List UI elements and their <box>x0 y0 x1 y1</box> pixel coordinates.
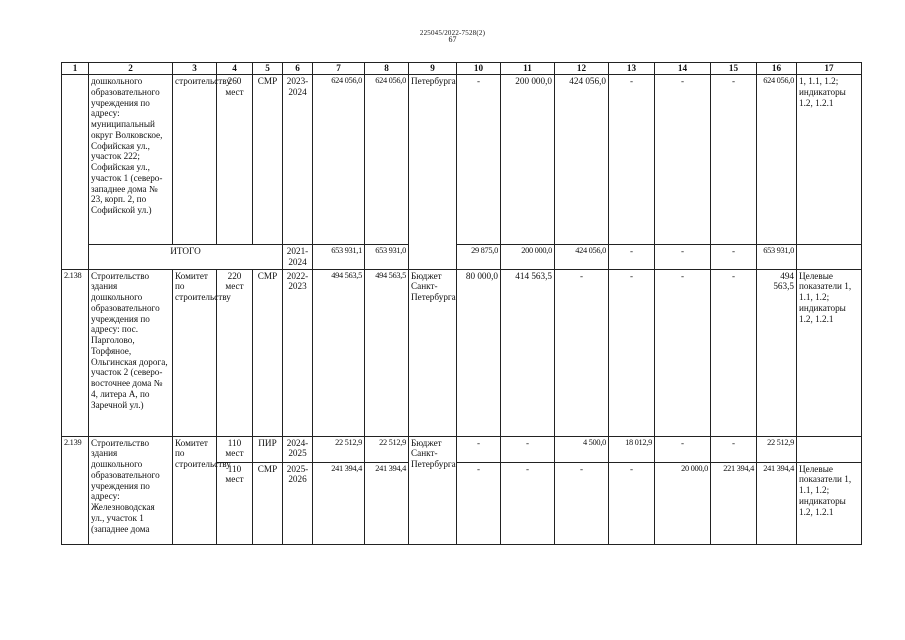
year-value-cell: 624 056,0 <box>757 75 797 245</box>
year-value-cell: - <box>457 436 501 462</box>
year-value-cell: 494 563,5 <box>757 269 797 436</box>
year-value-cell: 22 512,9 <box>757 436 797 462</box>
year-value-cell: - <box>555 462 609 544</box>
remaining-cost-cell: 653 931,0 <box>365 245 409 270</box>
program-table <box>61 62 862 545</box>
row-number-cell: 2.138 <box>62 269 89 436</box>
year-value-cell: - <box>711 436 757 462</box>
year-value-cell: 4 500,0 <box>555 436 609 462</box>
work-type-cell: СМР <box>253 462 283 544</box>
years-cell: 2025-2026 <box>283 462 313 544</box>
table-row-total <box>62 245 862 270</box>
work-type-cell: СМР <box>253 75 283 245</box>
col-header: 7 <box>313 63 365 75</box>
year-value-cell: - <box>555 269 609 436</box>
year-value-cell: - <box>655 75 711 245</box>
remaining-cost-cell: 22 512,9 <box>365 436 409 462</box>
year-value-cell: 241 394,4 <box>757 462 797 544</box>
row-number-cell: 2.139 <box>62 436 89 544</box>
year-value-cell: - <box>609 75 655 245</box>
year-value-cell: - <box>655 245 711 270</box>
row-number-cell <box>62 75 89 270</box>
col-header: 2 <box>89 63 173 75</box>
col-header: 12 <box>555 63 609 75</box>
year-value-cell: 653 931,0 <box>757 245 797 270</box>
year-value-cell: 221 394,4 <box>711 462 757 544</box>
col-header: 15 <box>711 63 757 75</box>
col-header: 9 <box>409 63 457 75</box>
col-header: 17 <box>797 63 862 75</box>
executor-cell: Комитет по строительству <box>173 269 217 436</box>
year-value-cell: - <box>609 245 655 270</box>
years-cell: 2021-2024 <box>283 245 313 270</box>
capacity-cell: 110 мест <box>217 462 253 544</box>
table-row <box>62 269 862 436</box>
capacity-cell: 220 мест <box>217 269 253 436</box>
capacity-cell: 110 мест <box>217 436 253 462</box>
year-value-cell: - <box>457 462 501 544</box>
year-value-cell: - <box>655 269 711 436</box>
year-value-cell: - <box>711 75 757 245</box>
year-value-cell: - <box>501 436 555 462</box>
year-value-cell: 29 875,0 <box>457 245 501 270</box>
document-id: 225045/2022-7528(2) <box>419 29 486 37</box>
source-cell: Бюджет Санкт-Петербурга <box>409 436 457 544</box>
year-value-cell: - <box>655 436 711 462</box>
object-cell: дошкольного образовательного учреждения по адресу: муниципальный округ Волковское, Софийская ул., участок 222; Софийская ул., участок 1 (северо-западнее дома № 23, корп. 2, по Софийской ул.) <box>89 75 173 245</box>
object-cell: Строительство здания дошкольного образовательного учреждения по адресу: Железноводская ул., участок 1 (западнее дома <box>89 436 173 544</box>
col-header: 14 <box>655 63 711 75</box>
capacity-cell: 260 мест <box>217 75 253 245</box>
year-value-cell: 200 000,0 <box>501 245 555 270</box>
executor-cell: строительству <box>173 75 217 245</box>
col-header: 11 <box>501 63 555 75</box>
remaining-cost-cell: 624 056,0 <box>365 75 409 245</box>
year-value-cell: - <box>609 269 655 436</box>
year-value-cell: 80 000,0 <box>457 269 501 436</box>
indicators-cell: Целевые показатели 1, 1.1, 1.2; индикаторы 1.2, 1.2.1 <box>797 269 862 436</box>
object-cell: Строительство здания дошкольного образовательного учреждения по адресу: пос. Парголово, Торфяное, Ольгинская дорога, участок 2 (северо-восточнее дома № 4, литера А, по Заречной ул.) <box>89 269 173 436</box>
year-value-cell: - <box>501 462 555 544</box>
table-row-continuation <box>62 75 862 245</box>
year-value-cell: - <box>609 462 655 544</box>
column-number-row <box>62 63 862 75</box>
years-cell: 2024-2025 <box>283 436 313 462</box>
total-cost-cell: 22 512,9 <box>313 436 365 462</box>
total-label: ИТОГО <box>89 245 283 270</box>
col-header: 10 <box>457 63 501 75</box>
page-number: 67 <box>448 35 457 44</box>
col-header: 16 <box>757 63 797 75</box>
col-header: 6 <box>283 63 313 75</box>
year-value-cell: - <box>457 75 501 245</box>
year-value-cell: 20 000,0 <box>655 462 711 544</box>
col-header: 4 <box>217 63 253 75</box>
total-cost-cell: 241 394,4 <box>313 462 365 544</box>
work-type-cell: ПИР <box>253 436 283 462</box>
remaining-cost-cell: 241 394,4 <box>365 462 409 544</box>
year-value-cell: 424 056,0 <box>555 245 609 270</box>
col-header: 1 <box>62 63 89 75</box>
year-value-cell: 18 012,9 <box>609 436 655 462</box>
col-header: 3 <box>173 63 217 75</box>
source-cell: Петербурга <box>409 75 457 270</box>
year-value-cell: 200 000,0 <box>501 75 555 245</box>
indicators-cell: 1, 1.1, 1.2; индикаторы 1.2, 1.2.1 <box>797 75 862 245</box>
source-cell: Бюджет Санкт-Петербурга <box>409 269 457 436</box>
years-cell: 2023-2024 <box>283 75 313 245</box>
col-header: 8 <box>365 63 409 75</box>
year-value-cell: 424 056,0 <box>555 75 609 245</box>
col-header: 5 <box>253 63 283 75</box>
total-cost-cell: 653 931,1 <box>313 245 365 270</box>
indicators-cell <box>797 245 862 270</box>
work-type-cell: СМР <box>253 269 283 436</box>
years-cell: 2022-2023 <box>283 269 313 436</box>
total-cost-cell: 624 056,0 <box>313 75 365 245</box>
total-cost-cell: 494 563,5 <box>313 269 365 436</box>
year-value-cell: - <box>711 269 757 436</box>
executor-cell: Комитет по строительству <box>173 436 217 544</box>
table-row <box>62 436 862 462</box>
remaining-cost-cell: 494 563,5 <box>365 269 409 436</box>
year-value-cell: 414 563,5 <box>501 269 555 436</box>
indicators-cell <box>797 436 862 462</box>
indicators-cell: Целевые показатели 1, 1.1, 1.2; индикаторы 1.2, 1.2.1 <box>797 462 862 544</box>
col-header: 13 <box>609 63 655 75</box>
year-value-cell: - <box>711 245 757 270</box>
